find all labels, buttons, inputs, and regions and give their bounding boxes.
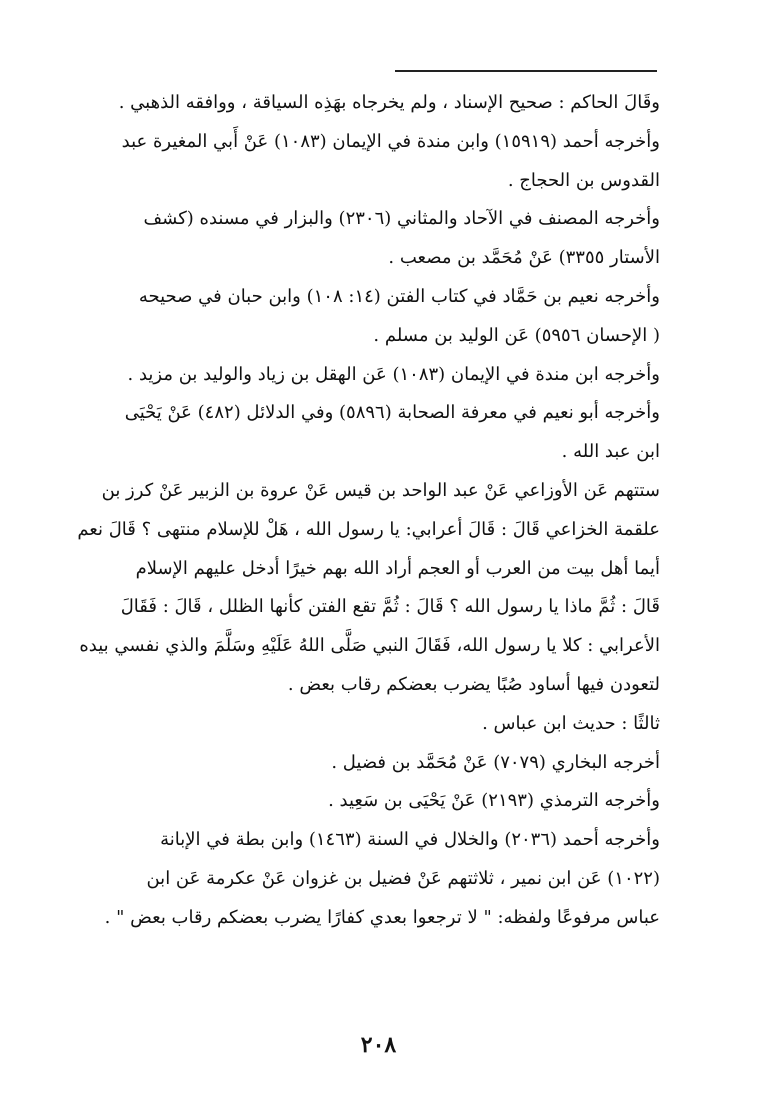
text-line: وأخرجه ابن مندة في الإيمان (١٠٨٣) عَن الهقل بن زياد والوليد بن مزيد . bbox=[127, 363, 660, 385]
text-line: علقمة الخزاعي قَالَ : قَالَ أعرابي: يا رسول الله ، هَلْ للإسلام منتهى ؟ قَالَ نعم bbox=[77, 518, 660, 540]
text-line: القدوس بن الحجاج . bbox=[507, 169, 660, 191]
text-line: الأستار ٣٣٥٥) عَنْ مُحَمَّد بن مصعب . bbox=[388, 247, 660, 269]
footnote-separator-rule bbox=[395, 70, 657, 72]
text-line: (١٠٢٢) عَن ابن نمير ، ثلاثتهم عَنْ فضيل بن غزوان عَنْ عكرمة عَن ابن bbox=[146, 867, 660, 889]
text-line: ابن عبد الله . bbox=[561, 441, 660, 463]
text-line: قَالَ : ثُمَّ ماذا يا رسول الله ؟ قَالَ : ثُمَّ تقع الفتن كأنها الظلل ، قَالَ : فَقَالَ bbox=[120, 596, 660, 618]
text-line: وأخرجه نعيم بن حَمَّاد في كتاب الفتن (١٤: ١٠٨) وابن حبان في صحيحه bbox=[138, 285, 660, 307]
text-line: ( الإحسان ٥٩٥٦) عَن الوليد بن مسلم . bbox=[373, 324, 660, 346]
text-line: وقَالَ الحاكم : صحيح الإسناد ، ولم يخرجاه بهَذِه السياقة ، ووافقه الذهبي . bbox=[118, 92, 660, 113]
text-line: وأخرجه الترمذي (٢١٩٣) عَنْ يَحْيَى بن سَعِيد . bbox=[328, 790, 660, 812]
text-line: وأخرجه أحمد (٢٠٣٦) والخلال في السنة (١٤٦٣) وابن بطة في الإبانة bbox=[160, 829, 660, 851]
text-line: وأخرجه المصنف في الآحاد والمثاني (٢٣٠٦) والبزار في مسنده (كشف bbox=[143, 208, 660, 230]
page-number: ٢٠٨ bbox=[360, 1032, 397, 1058]
text-line: ستتهم عَن الأوزاعي عَنْ عبد الواحد بن قيس عَنْ عروة بن الزبير عَنْ كرز بن bbox=[101, 479, 660, 501]
text-line: الأعرابي : كلا يا رسول الله، فَقَالَ النبي صَلَّى اللهُ عَلَيْهِ وسَلَّمَ والذي نفسي بيده bbox=[79, 635, 660, 657]
footnote-text-body bbox=[68, 84, 660, 938]
text-line: أيما أهل بيت من العرب أو العجم أراد الله بهم خيرًا أدخل عليهم الإسلام bbox=[135, 557, 660, 579]
text-line: وأخرجه أحمد (١٥٩١٩) وابن مندة في الإيمان (١٠٨٣) عَنْ أَبي المغيرة عبد bbox=[121, 130, 660, 152]
text-line: أخرجه البخاري (٧٠٧٩) عَنْ مُحَمَّد بن فضيل . bbox=[331, 751, 660, 773]
text-line: عباس مرفوعًا ولفظه: " لا ترجعوا بعدي كفارًا يضرب بعضكم رقاب بعض " . bbox=[104, 906, 660, 928]
text-line: لتعودن فيها أساود صُبًا يضرب بعضكم رقاب بعض . bbox=[287, 673, 660, 695]
text-line: ثالثًا : حديث ابن عباس . bbox=[482, 712, 660, 734]
text-line: وأخرجه أبو نعيم في معرفة الصحابة (٥٨٩٦) وفي الدلائل (٤٨٢) عَنْ يَحْيَى bbox=[124, 402, 660, 424]
